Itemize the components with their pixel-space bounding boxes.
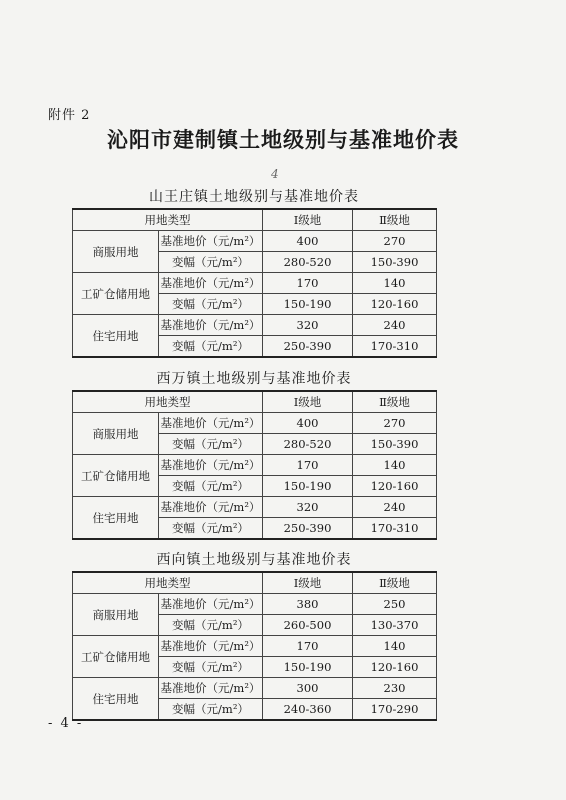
level-1-range: 250-390 bbox=[263, 518, 353, 540]
land-price-table bbox=[72, 571, 437, 721]
level-1-range: 280-520 bbox=[263, 434, 353, 455]
level-2-range: 120-160 bbox=[353, 294, 437, 315]
level-1-base-price: 400 bbox=[263, 231, 353, 252]
level-2-range: 120-160 bbox=[353, 476, 437, 497]
range-label: 变幅（元/m²） bbox=[159, 476, 263, 497]
base-price-label: 基准地价（元/m²） bbox=[159, 231, 263, 252]
base-price-label: 基准地价（元/m²） bbox=[159, 315, 263, 336]
level-1-range: 150-190 bbox=[263, 657, 353, 678]
base-price-label: 基准地价（元/m²） bbox=[159, 497, 263, 518]
level-2-base-price: 230 bbox=[353, 678, 437, 699]
level-1-range: 240-360 bbox=[263, 699, 353, 721]
page-number: - 4 - bbox=[48, 716, 84, 731]
level-2-range: 120-160 bbox=[353, 657, 437, 678]
base-price-label: 基准地价（元/m²） bbox=[159, 455, 263, 476]
level-2-base-price: 240 bbox=[353, 497, 437, 518]
level-2-range: 170-310 bbox=[353, 518, 437, 540]
table-title: 西万镇土地级别与基准地价表 bbox=[156, 371, 352, 387]
range-label: 变幅（元/m²） bbox=[159, 336, 263, 358]
table-title: 西向镇土地级别与基准地价表 bbox=[156, 552, 352, 568]
level-2-range: 150-390 bbox=[353, 434, 437, 455]
level-1-base-price: 320 bbox=[263, 315, 353, 336]
handwritten-mark: 4 bbox=[271, 167, 279, 181]
range-label: 变幅（元/m²） bbox=[159, 615, 263, 636]
land-type-cell: 商服用地 bbox=[73, 413, 159, 455]
level-1-range: 150-190 bbox=[263, 294, 353, 315]
land-type-cell: 住宅用地 bbox=[73, 315, 159, 358]
base-price-label: 基准地价（元/m²） bbox=[159, 413, 263, 434]
level-1-base-price: 320 bbox=[263, 497, 353, 518]
level-1-range: 280-520 bbox=[263, 252, 353, 273]
level-1-base-price: 400 bbox=[263, 413, 353, 434]
table-row bbox=[73, 273, 437, 294]
land-type-cell: 工矿仓储用地 bbox=[73, 636, 159, 678]
level-2-base-price: 240 bbox=[353, 315, 437, 336]
level-2-range: 170-310 bbox=[353, 336, 437, 358]
land-type-cell: 商服用地 bbox=[73, 594, 159, 636]
base-price-label: 基准地价（元/m²） bbox=[159, 636, 263, 657]
land-type-cell: 住宅用地 bbox=[73, 678, 159, 721]
price-table-section bbox=[72, 368, 436, 540]
header-land-type: 用地类型 bbox=[73, 391, 263, 413]
header-level-2: Ⅱ级地 bbox=[353, 572, 437, 594]
land-price-table bbox=[72, 390, 437, 540]
land-type-cell: 工矿仓储用地 bbox=[73, 455, 159, 497]
level-1-range: 150-190 bbox=[263, 476, 353, 497]
price-table-section bbox=[72, 186, 436, 358]
range-label: 变幅（元/m²） bbox=[159, 252, 263, 273]
header-level-2: Ⅱ级地 bbox=[353, 209, 437, 231]
land-type-cell: 商服用地 bbox=[73, 231, 159, 273]
table-row bbox=[73, 413, 437, 434]
level-2-base-price: 140 bbox=[353, 273, 437, 294]
base-price-label: 基准地价（元/m²） bbox=[159, 594, 263, 615]
table-row bbox=[73, 315, 437, 336]
main-title: 沁阳市建制镇土地级别与基准地价表 bbox=[107, 127, 459, 152]
level-1-base-price: 170 bbox=[263, 636, 353, 657]
header-land-type: 用地类型 bbox=[73, 572, 263, 594]
level-2-base-price: 270 bbox=[353, 231, 437, 252]
level-2-range: 130-370 bbox=[353, 615, 437, 636]
annex-label: 附件 2 bbox=[48, 108, 91, 123]
table-title: 山王庄镇土地级别与基准地价表 bbox=[149, 189, 359, 205]
range-label: 变幅（元/m²） bbox=[159, 699, 263, 721]
range-label: 变幅（元/m²） bbox=[159, 294, 263, 315]
table-row bbox=[73, 678, 437, 699]
table-header-row bbox=[73, 209, 437, 231]
range-label: 变幅（元/m²） bbox=[159, 434, 263, 455]
land-type-cell: 工矿仓储用地 bbox=[73, 273, 159, 315]
table-row bbox=[73, 594, 437, 615]
level-2-range: 150-390 bbox=[353, 252, 437, 273]
table-header-row bbox=[73, 391, 437, 413]
header-level-2: Ⅱ级地 bbox=[353, 391, 437, 413]
level-1-base-price: 300 bbox=[263, 678, 353, 699]
level-1-range: 250-390 bbox=[263, 336, 353, 358]
table-row bbox=[73, 455, 437, 476]
level-2-base-price: 140 bbox=[353, 636, 437, 657]
level-1-base-price: 380 bbox=[263, 594, 353, 615]
price-table-section bbox=[72, 549, 436, 721]
base-price-label: 基准地价（元/m²） bbox=[159, 273, 263, 294]
header-level-1: Ⅰ级地 bbox=[263, 572, 353, 594]
header-land-type: 用地类型 bbox=[73, 209, 263, 231]
level-2-base-price: 140 bbox=[353, 455, 437, 476]
table-header-row bbox=[73, 572, 437, 594]
table-row bbox=[73, 231, 437, 252]
table-row bbox=[73, 636, 437, 657]
range-label: 变幅（元/m²） bbox=[159, 657, 263, 678]
level-2-base-price: 250 bbox=[353, 594, 437, 615]
table-row bbox=[73, 497, 437, 518]
level-2-range: 170-290 bbox=[353, 699, 437, 721]
land-price-table bbox=[72, 208, 437, 358]
header-level-1: Ⅰ级地 bbox=[263, 209, 353, 231]
level-1-base-price: 170 bbox=[263, 455, 353, 476]
range-label: 变幅（元/m²） bbox=[159, 518, 263, 540]
level-2-base-price: 270 bbox=[353, 413, 437, 434]
land-type-cell: 住宅用地 bbox=[73, 497, 159, 540]
level-1-range: 260-500 bbox=[263, 615, 353, 636]
header-level-1: Ⅰ级地 bbox=[263, 391, 353, 413]
level-1-base-price: 170 bbox=[263, 273, 353, 294]
base-price-label: 基准地价（元/m²） bbox=[159, 678, 263, 699]
